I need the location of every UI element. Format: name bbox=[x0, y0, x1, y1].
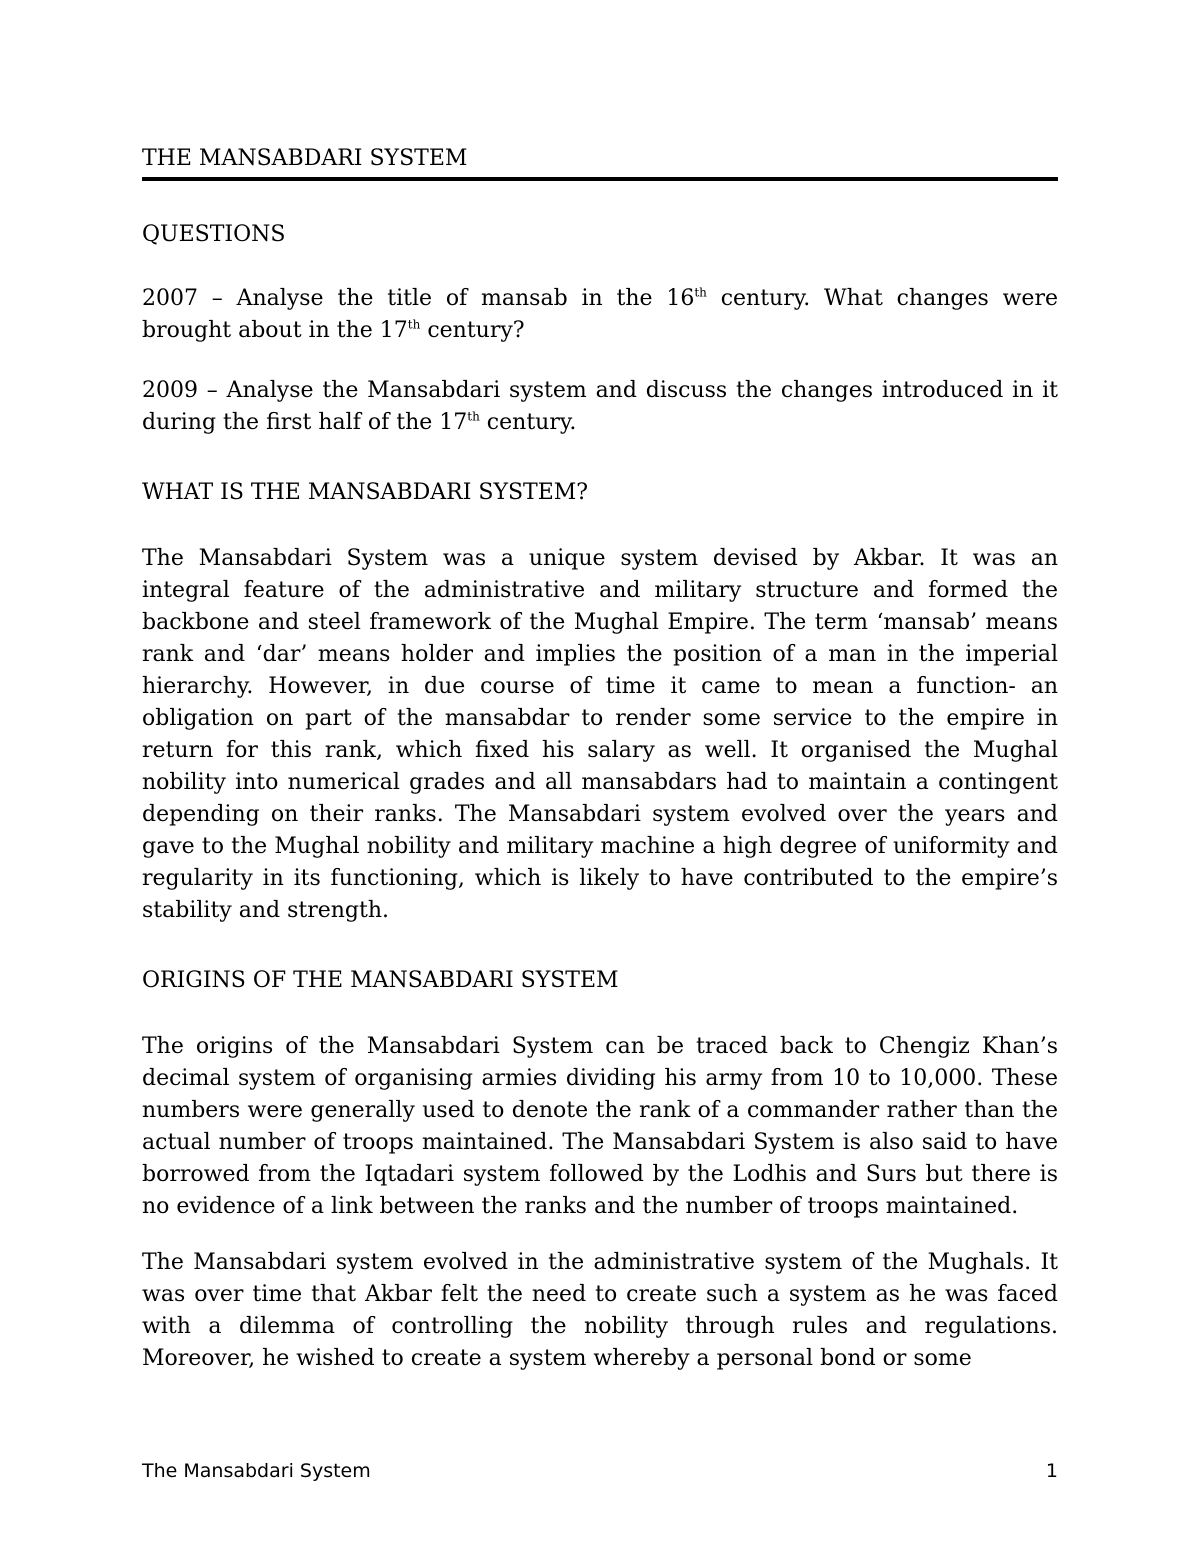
question-2009-text-1: 2009 – Analyse the Mansabdari system and discuss the changes introduced in it during the first half of the 17 bbox=[142, 378, 1058, 435]
question-2009 bbox=[142, 375, 1058, 439]
origins-heading: ORIGINS OF THE MANSABDARI SYSTEM bbox=[142, 968, 619, 993]
origins-paragraph-2: The Mansabdari system evolved in the administrative system of the Mughals. It was over time that Akbar felt the need to create such a system as he was faced with a dilemma of controlling the nobility through rules and regulations. Moreover, he wished to create a system whereby a personal bond or some bbox=[142, 1250, 1058, 1371]
what-is-heading: WHAT IS THE MANSABDARI SYSTEM? bbox=[142, 480, 589, 505]
questions-heading: QUESTIONS bbox=[142, 222, 286, 247]
question-2009-superscript-1: th bbox=[467, 409, 480, 424]
origins-paragraph-1: The origins of the Mansabdari System can be traced back to Chengiz Khan’s decimal system of organising armies dividing his army from 10 to 10,000. These numbers were generally used to denote the rank of a commander rather than the actual number of troops maintained. The Mansabdari System is also said to have borrowed from the Iqtadari system followed by the Lodhis and Surs but there is no evidence of a link between the ranks and the number of troops maintained. bbox=[142, 1034, 1058, 1219]
what-is-paragraph: The Mansabdari System was a unique system devised by Akbar. It was an integral feature of the administrative and military structure and formed the backbone and steel framework of the Mughal Empire. The term ‘mansab’ means rank and ‘dar’ means holder and implies the position of a man in the imperial hierarchy. However, in due course of time it came to mean a function- an obligation on part of the mansabdar to render some service to the empire in return for this rank, which fixed his salary as well. It organised the Mughal nobility into numerical grades and all mansabdars had to maintain a contingent depending on their ranks. The Mansabdari system evolved over the years and gave to the Mughal nobility and military machine a high degree of uniformity and regularity in its functioning, which is likely to have contributed to the empire’s stability and strength. bbox=[142, 546, 1058, 923]
footer-page-number: 1 bbox=[1045, 1460, 1058, 1482]
document-body bbox=[142, 143, 1058, 1375]
question-2007-text-1: 2007 – Analyse the title of mansab in the 16 bbox=[142, 286, 695, 311]
document-title: THE MANSABDARI SYSTEM bbox=[142, 143, 1058, 181]
question-2007-text-2: century. What changes were brought about in the 17 bbox=[142, 286, 1058, 343]
page-footer bbox=[142, 1458, 1058, 1484]
question-2007 bbox=[142, 283, 1058, 347]
footer-title: The Mansabdari System bbox=[142, 1460, 371, 1482]
question-2007-superscript-2: th bbox=[407, 317, 421, 332]
question-2009-text-2: century. bbox=[479, 410, 577, 435]
question-2007-superscript-1: th bbox=[694, 285, 707, 300]
question-2007-text-3: century? bbox=[420, 318, 525, 343]
